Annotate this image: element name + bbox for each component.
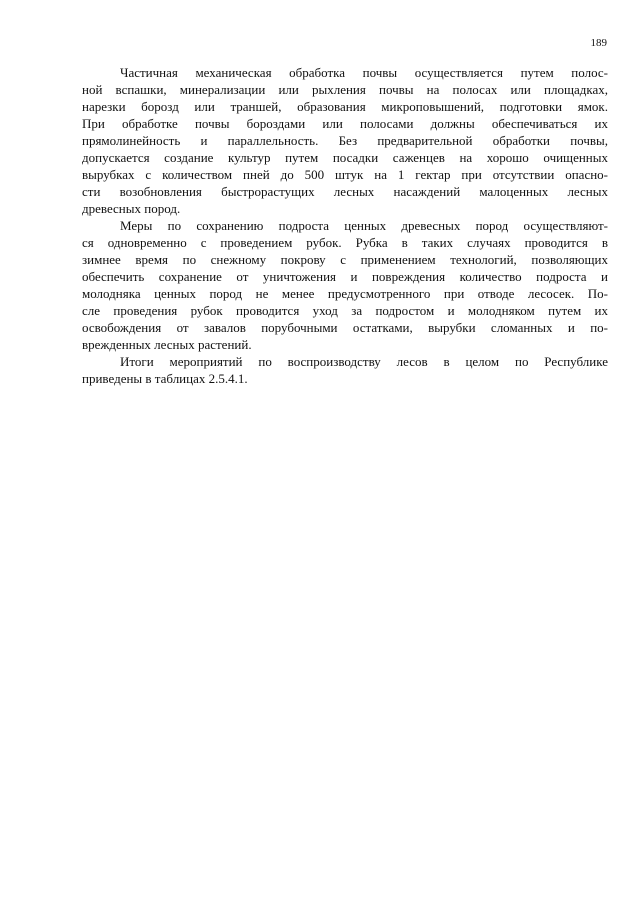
text-line: допускается создание культур путем посадки саженцев на хорошо очищенных [82,150,608,165]
text-line: древесных пород. [82,201,181,216]
text-line: сти возобновления быстрорастущих лесных насаждений малоценных лесных [82,184,608,199]
text-line: обеспечить сохранение от уничтожения и повреждения количество подроста и [82,269,608,284]
paragraph-soil-treatment [82,64,608,217]
text-line: При обработке почвы бороздами или полосами должны обеспечиваться их [82,116,608,131]
text-line: Итоги мероприятий по воспроизводству лесов в целом по Республике [120,354,608,369]
text-line: ся одновременно с проведением рубок. Рубка в таких случаях проводится в [82,235,608,250]
text-line: нарезки борозд или траншей, образования микроповышений, подготовки ямок. [82,99,608,114]
text-line: сле проведения рубок проводится уход за подростом и молодняком путем их [82,303,608,318]
text-line: врежденных лесных растений. [82,337,252,352]
text-line: вырубках с количеством пней до 500 штук на 1 гектар при отсутствии опасно- [82,167,608,182]
text-line: ной вспашки, минерализации или рыхления почвы на полосах или площадках, [82,82,608,97]
paragraph-undergrowth [82,217,608,353]
text-line: прямолинейность и параллельность. Без предварительной обработки почвы, [82,133,608,148]
text-line: Меры по сохранению подроста ценных древесных пород осуществляют- [120,218,608,233]
text-line: зимнее время по снежному покрову с применением технологий, позволяющих [82,252,608,267]
text-line: молодняка ценных пород не менее предусмотренного при отводе лесосек. По- [82,286,608,301]
body-text [82,64,608,387]
text-line: Частичная механическая обработка почвы осуществляется путем полос- [120,65,608,80]
text-line: освобождения от завалов порубочными остатками, вырубки сломанных и по- [82,320,608,335]
text-line: приведены в таблицах 2.5.4.1. [82,371,248,386]
paragraph-results [82,353,608,387]
page-number: 189 [590,37,607,49]
